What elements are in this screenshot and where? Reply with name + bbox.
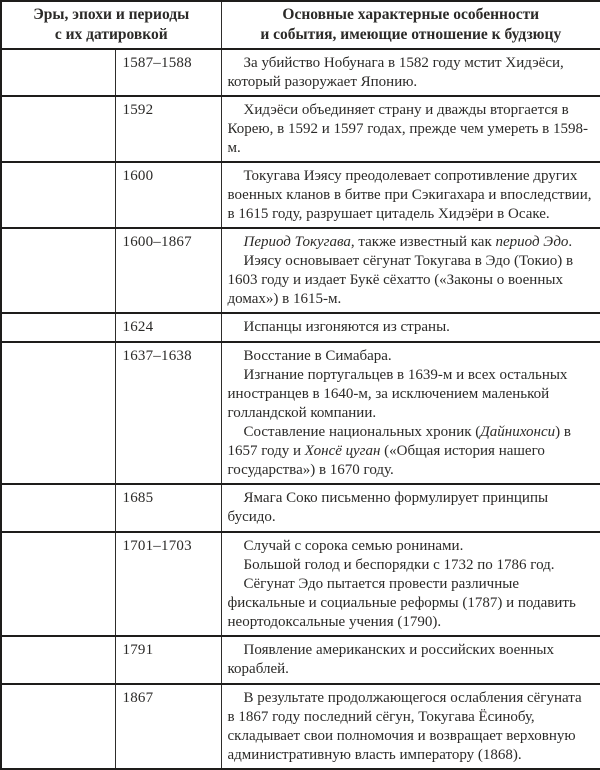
- header-row: [1, 1, 600, 49]
- description-paragraph: В результате продолжающегося ослабления сёгуната в 1867 году последний сёгун, Токугава Ёсинобу, складывает свои полномочия и возвращает верховную административную власть императору (1868).: [227, 690, 582, 763]
- description-paragraph: Иэясу основывает сёгунат Токугава в Эдо (Токио) в 1603 году и издает Букё сёхатто («Законы о военных домах») в 1615-м.: [227, 253, 574, 307]
- events-column-header: [221, 1, 600, 49]
- era-cell: [1, 484, 115, 532]
- table-row: [1, 162, 600, 228]
- description-paragraph: Испанцы изгоняются из страны.: [243, 319, 450, 335]
- date-cell: 1637–1638: [115, 342, 221, 484]
- era-cell: [1, 96, 115, 162]
- table-row: [1, 228, 600, 313]
- table-row: [1, 342, 600, 484]
- description-cell: [221, 162, 600, 228]
- date-cell: 1600: [115, 162, 221, 228]
- description-cell: [221, 96, 600, 162]
- events-header-line2: и события, имеющие отношение к будзюцу: [260, 26, 562, 43]
- description-paragraph: Появление американских и российских военных кораблей.: [227, 642, 554, 677]
- description-paragraph: Изгнание португальцев в 1639-м и всех остальных иностранцев в 1640-м, за исключением маленькой голландской компании.: [227, 367, 568, 421]
- date-cell: 1587–1588: [115, 49, 221, 96]
- era-cell: [1, 228, 115, 313]
- description-paragraph: За убийство Нобунага в 1582 году мстит Хидэёси, который разоружает Японию.: [227, 55, 564, 90]
- italic-term: период Эдо: [495, 234, 569, 250]
- timeline-body: [1, 49, 600, 769]
- description-cell: [221, 636, 600, 684]
- date-cell: 1791: [115, 636, 221, 684]
- date-cell: 1600–1867: [115, 228, 221, 313]
- italic-term: Дайнихонси: [480, 424, 556, 440]
- date-cell: 1867: [115, 684, 221, 769]
- era-cell: [1, 532, 115, 636]
- date-cell: 1685: [115, 484, 221, 532]
- table-row: [1, 636, 600, 684]
- table-row: [1, 49, 600, 96]
- table-row: [1, 313, 600, 342]
- era-cell: [1, 636, 115, 684]
- era-header-line2: с их датировкой: [54, 26, 168, 43]
- era-column-header: [1, 1, 221, 49]
- description-paragraph: Период Токугава, также известный как период Эдо.: [243, 234, 573, 250]
- table-row: [1, 532, 600, 636]
- italic-term: Хонсё цуган: [304, 443, 381, 459]
- date-cell: 1592: [115, 96, 221, 162]
- era-cell: [1, 684, 115, 769]
- description-paragraph: Сёгунат Эдо пытается провести различные фискальные и социальные реформы (1787) и подавить неортодоксальные учения (1790).: [227, 576, 576, 630]
- date-cell: 1701–1703: [115, 532, 221, 636]
- table-row: [1, 684, 600, 769]
- description-paragraph: Хидэёси объединяет страну и дважды вторгается в Корею, в 1592 и 1597 годах, прежде чем умереть в 1598-м.: [227, 102, 588, 156]
- italic-term: Период Токугава: [243, 234, 351, 250]
- era-cell: [1, 162, 115, 228]
- description-paragraph: Большой голод и беспорядки с 1732 по 1786 год.: [243, 557, 555, 573]
- description-cell: [221, 342, 600, 484]
- table-row: [1, 96, 600, 162]
- description-cell: [221, 484, 600, 532]
- description-cell: [221, 49, 600, 96]
- description-cell: [221, 684, 600, 769]
- table-header: [1, 1, 600, 49]
- description-paragraph: Случай с сорока семью ронинами.: [243, 538, 464, 554]
- era-header-line1: Эры, эпохи и периоды: [33, 6, 190, 23]
- description-paragraph: Токугава Иэясу преодолевает сопротивление других военных кланов в битве при Сэкигахара и впоследствии, в 1615 году, разрушает цитадель Хидэёри в Осаке.: [227, 168, 592, 222]
- description-paragraph: Составление национальных хроник (Дайнихонси) в 1657 году и Хонсё цуган («Общая история нашего государства») в 1670 году.: [227, 424, 571, 478]
- era-cell: [1, 313, 115, 342]
- date-cell: 1624: [115, 313, 221, 342]
- era-cell: [1, 342, 115, 484]
- description-paragraph: Ямага Соко письменно формулирует принципы бусидо.: [227, 490, 549, 525]
- table-row: [1, 484, 600, 532]
- description-cell: [221, 228, 600, 313]
- era-cell: [1, 49, 115, 96]
- description-paragraph: Восстание в Симабара.: [243, 348, 392, 364]
- events-header-line1: Основные характерные особенности: [282, 6, 540, 23]
- description-cell: [221, 532, 600, 636]
- description-cell: [221, 313, 600, 342]
